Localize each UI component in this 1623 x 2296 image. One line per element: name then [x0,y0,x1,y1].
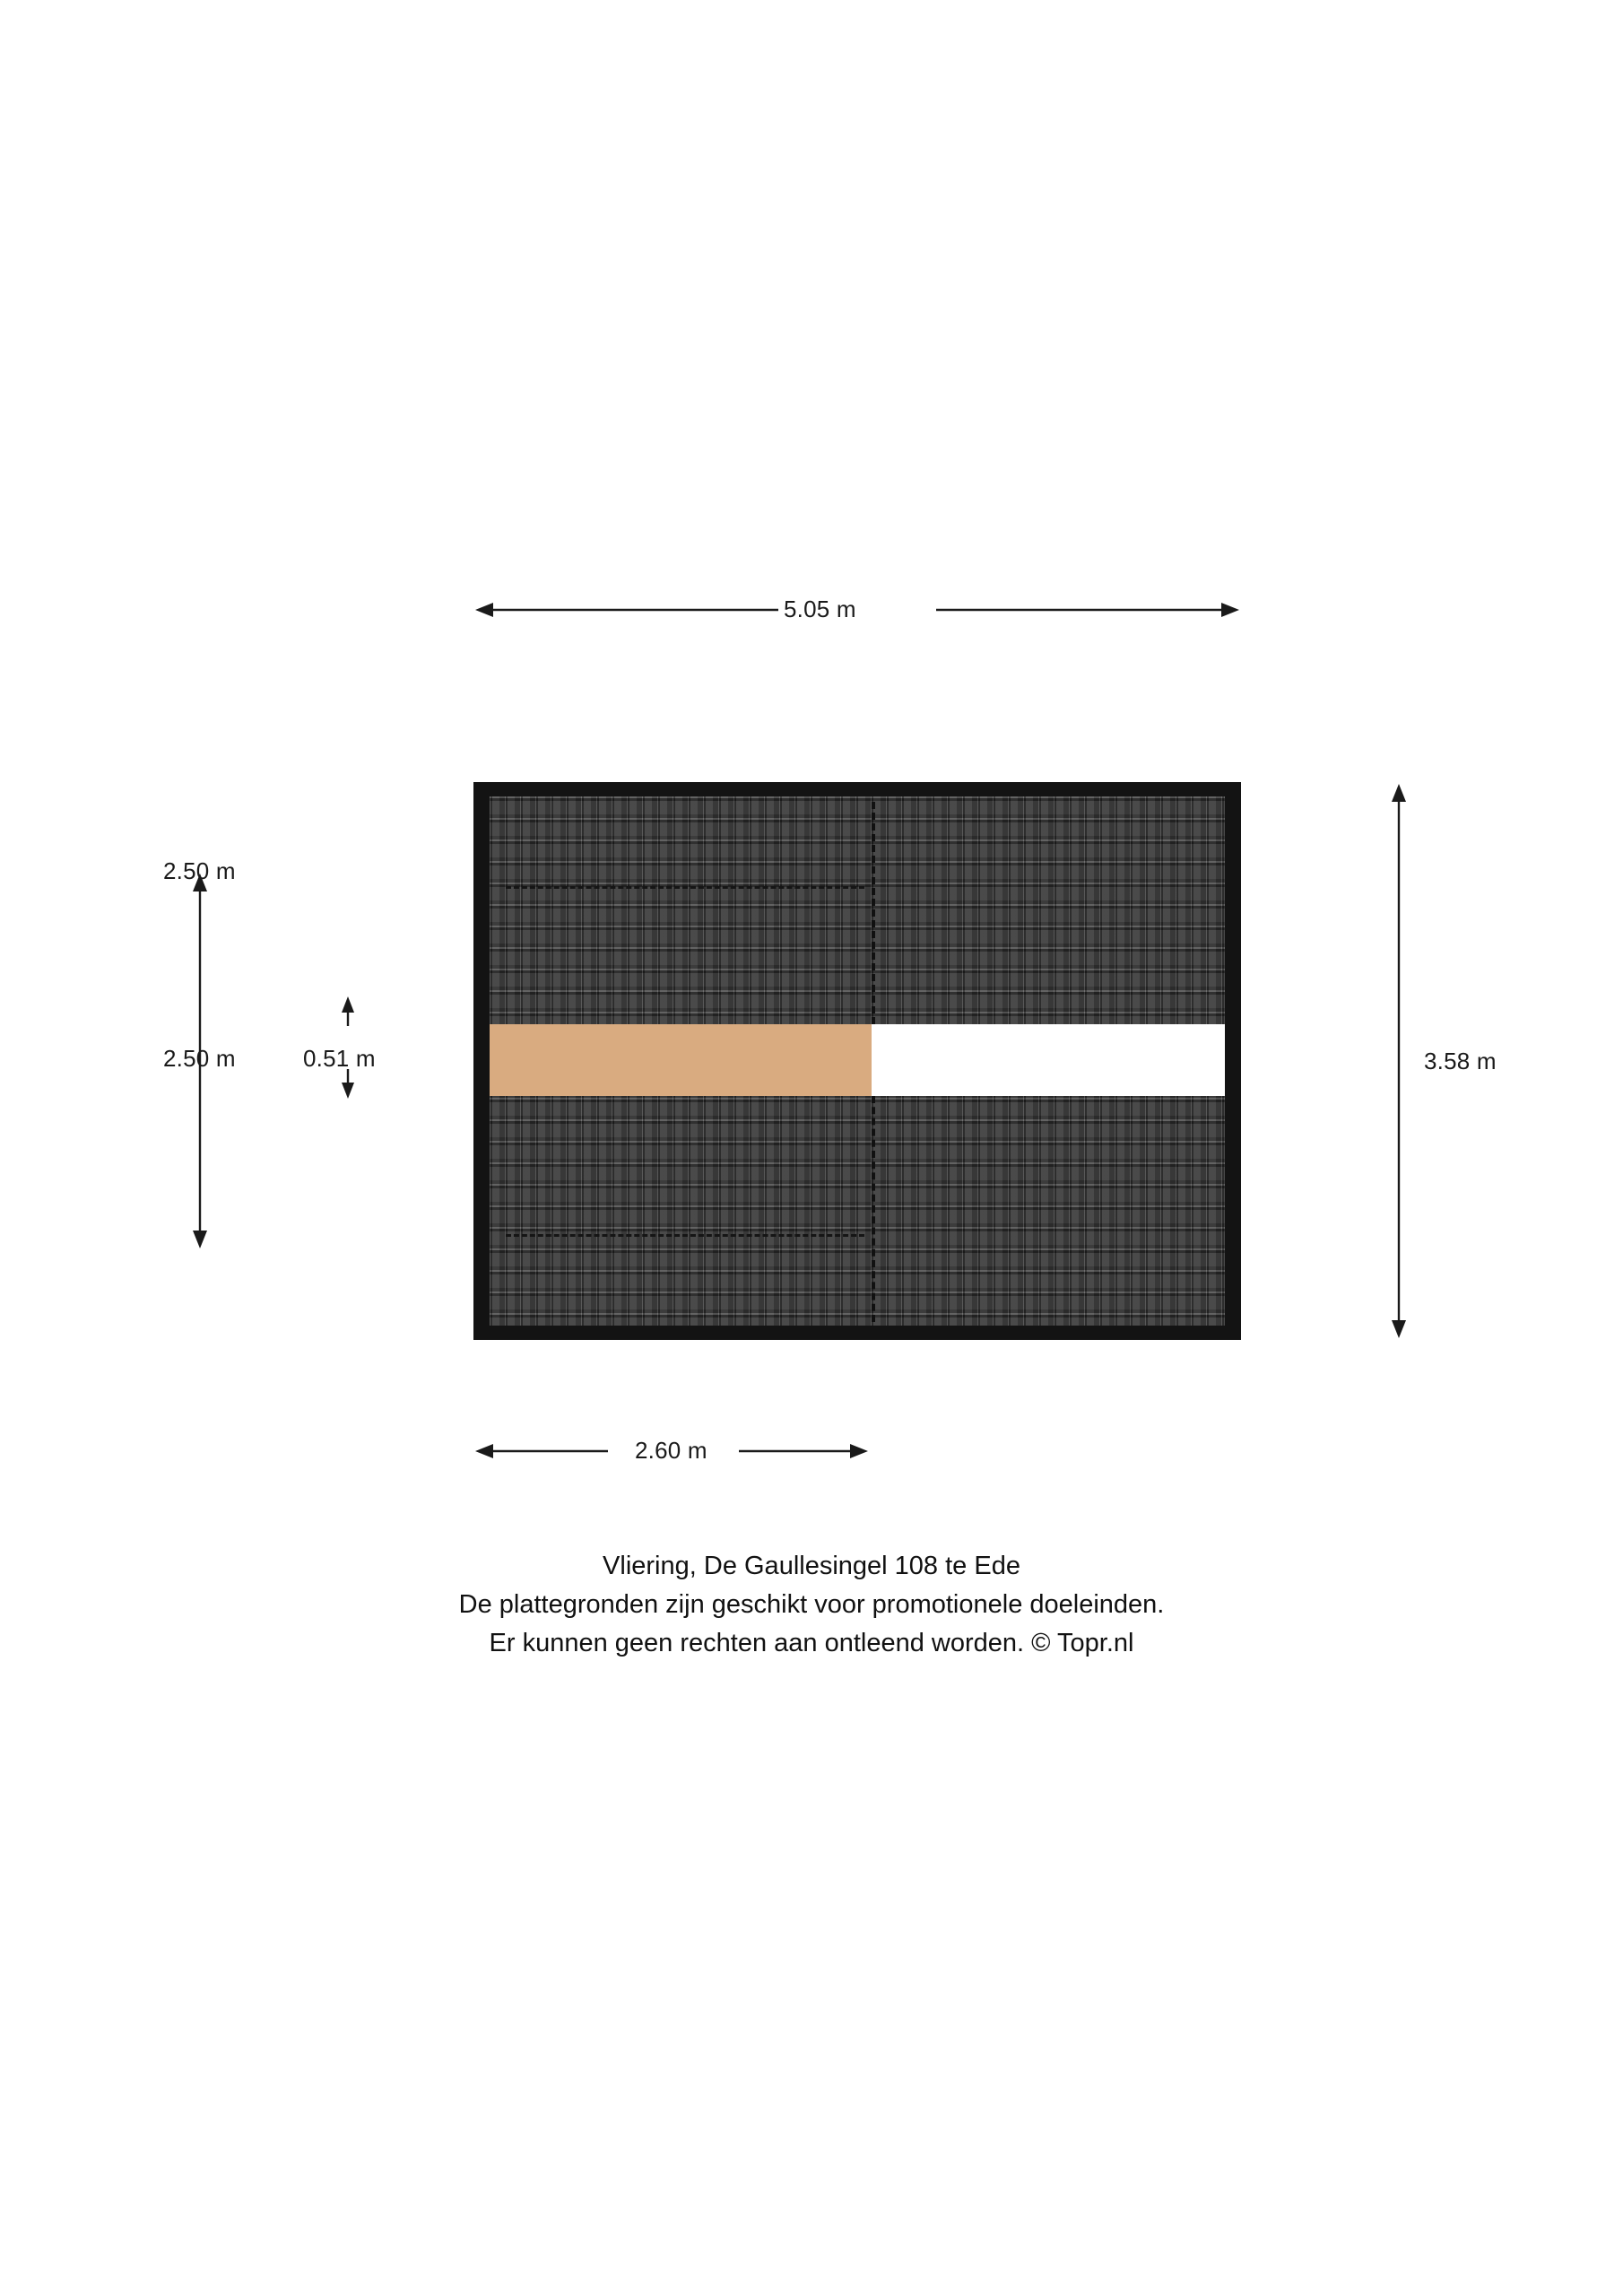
roof-area [490,796,1225,1326]
caption-line-2: De plattegronden zijn geschikt voor promotionele doeleinden. [458,1590,1165,1619]
dimension-right-depth-label: 3.58 m [1424,1048,1497,1074]
attic-opening [872,1024,1225,1096]
roof-hip-line-upper [872,802,875,1024]
roof-ridge-line-bottom [506,1234,864,1237]
dimension-left-inner-label: 0.51 m [303,1045,376,1072]
plan-caption [0,1547,1623,1663]
dimension-right-depth [1381,782,1497,1340]
caption-line-3: Er kunnen geen rechten aan ontleend worden. © Topr.nl [489,1629,1134,1657]
dimension-bottom-length [473,1433,870,1469]
caption-line-1: Vliering, De Gaullesingel 108 te Ede [603,1552,1020,1580]
dimension-top-width [473,592,1241,628]
dimension-left-outer-label: 2.50 m [163,857,236,884]
dimension-left-outer-value: 2.50 m [163,1045,236,1072]
roof-hip-line-lower [872,1096,875,1322]
dimension-top-width-label: 5.05 m [784,596,856,622]
exterior-wall [473,782,1241,1340]
dimension-bottom-length-label: 2.60 m [635,1437,707,1464]
attic-landing-platform [490,1024,872,1096]
roof-ridge-line-top [506,886,864,889]
